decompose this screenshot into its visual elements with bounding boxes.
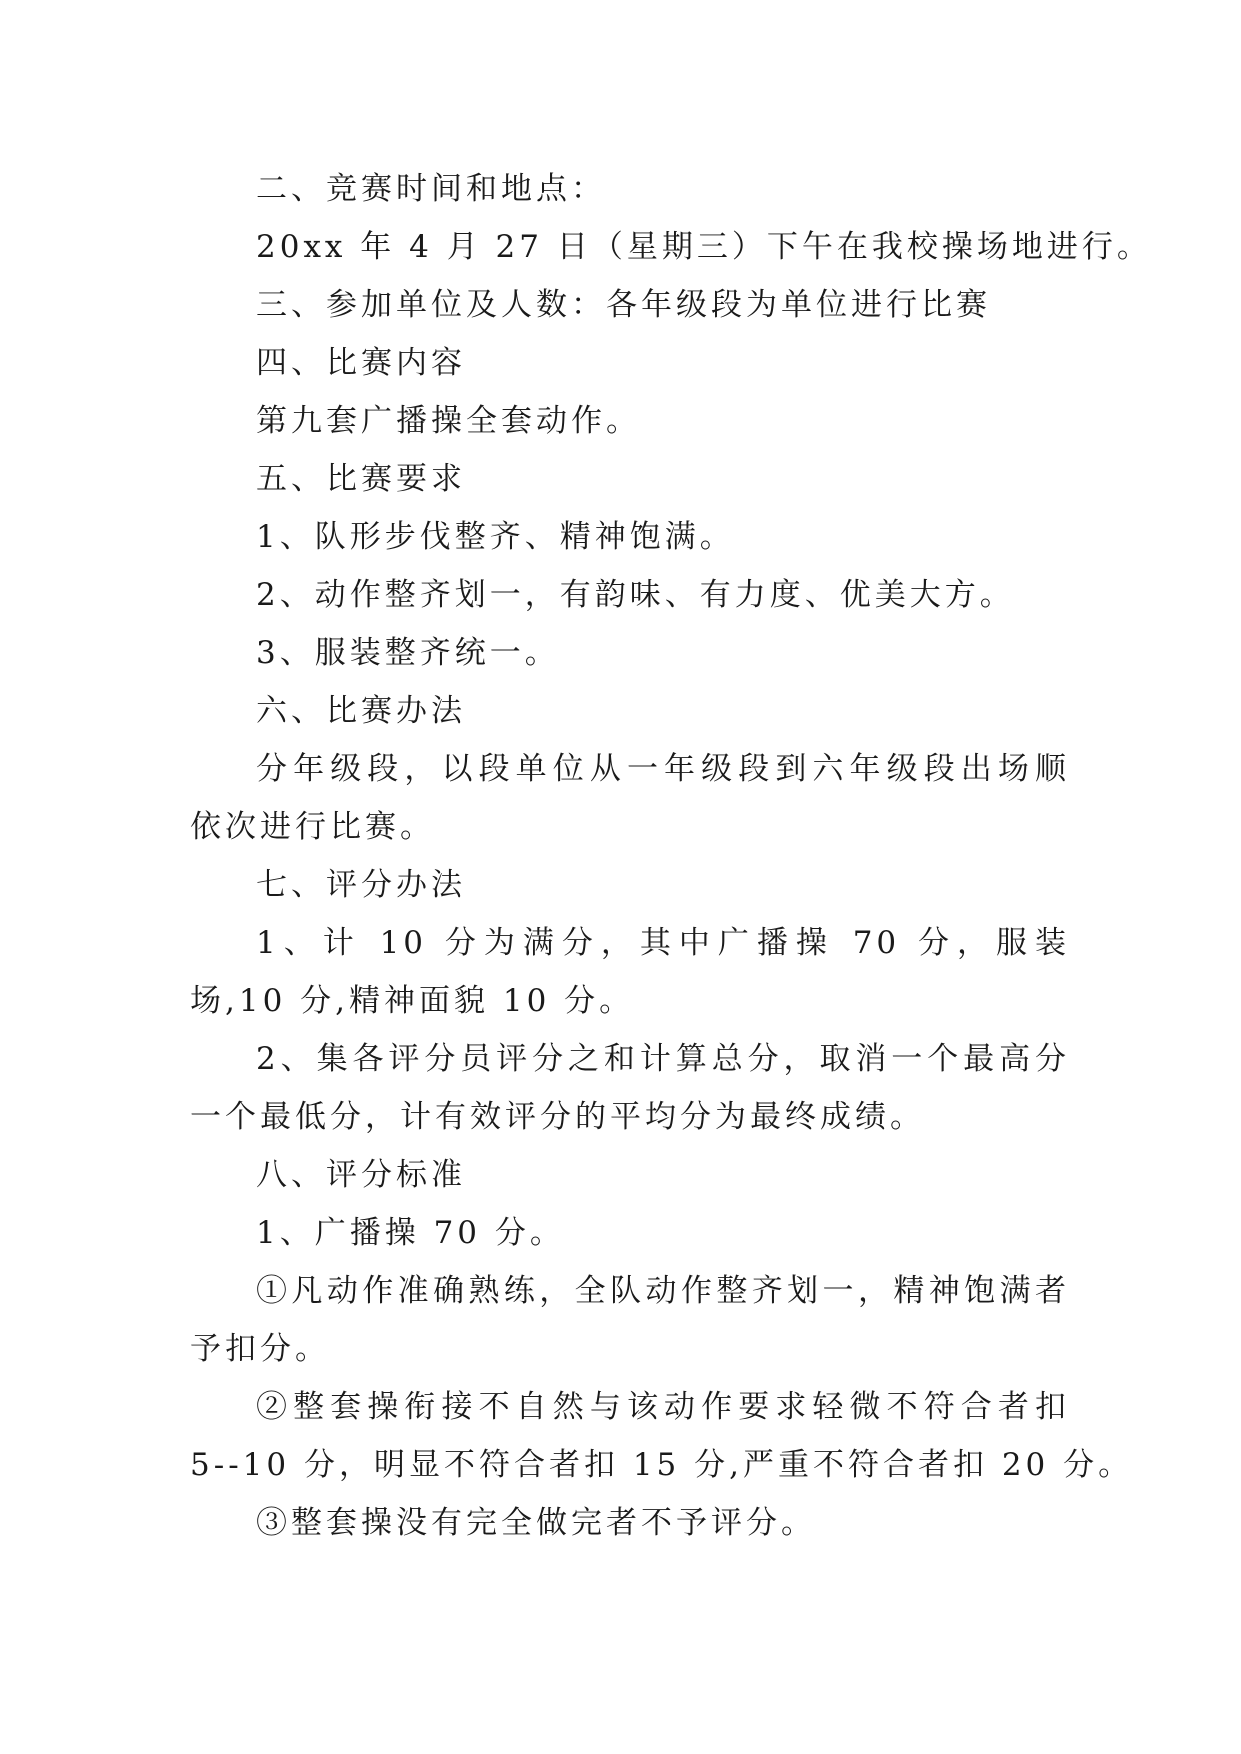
section-heading: 三、参加单位及人数：各年级段为单位进行比赛: [256, 287, 991, 323]
section-heading: 五、比赛要求: [256, 461, 466, 497]
section-heading: 二、竞赛时间和地点：: [256, 171, 606, 207]
list-item: 1、计 10 分为满分，其中广播操 70 分，服装: [256, 925, 1070, 961]
list-item: 1、队形步伐整齐、精神饱满。: [256, 519, 735, 555]
section-heading: 八、评分标准: [256, 1157, 466, 1193]
section-heading: 七、评分办法: [256, 867, 466, 903]
list-item: ②整套操衔接不自然与该动作要求轻微不符合者扣: [256, 1389, 1070, 1425]
section-heading: 六、比赛办法: [256, 693, 466, 729]
paragraph-line: 依次进行比赛。: [190, 809, 435, 845]
list-item: 3、服装整齐统一。: [256, 635, 560, 671]
paragraph-line: 分年级段，以段单位从一年级段到六年级段出场顺: [256, 751, 1070, 787]
list-item: 2、集各评分员评分之和计算总分，取消一个最高分: [256, 1041, 1070, 1077]
paragraph-line: 第九套广播操全套动作。: [256, 403, 641, 439]
list-item-continuation: 场,10 分,精神面貌 10 分。: [190, 983, 635, 1019]
list-item: 2、动作整齐划一，有韵味、有力度、优美大方。: [256, 577, 1015, 613]
list-item: ③整套操没有完全做完者不予评分。: [256, 1505, 816, 1541]
list-item: ①凡动作准确熟练，全队动作整齐划一，精神饱满者: [256, 1273, 1070, 1309]
list-item: 1、广播操 70 分。: [256, 1215, 565, 1251]
paragraph-line: 20xx 年 4 月 27 日（星期三）下午在我校操场地进行。: [256, 229, 1152, 265]
document-body: [190, 160, 1152, 1552]
list-item-continuation: 予扣分。: [190, 1331, 330, 1367]
list-item-continuation: 一个最低分，计有效评分的平均分为最终成绩。: [190, 1099, 925, 1135]
section-heading: 四、比赛内容: [256, 345, 466, 381]
list-item-continuation: 5--10 分，明显不符合者扣 15 分,严重不符合者扣 20 分。: [190, 1447, 1134, 1483]
